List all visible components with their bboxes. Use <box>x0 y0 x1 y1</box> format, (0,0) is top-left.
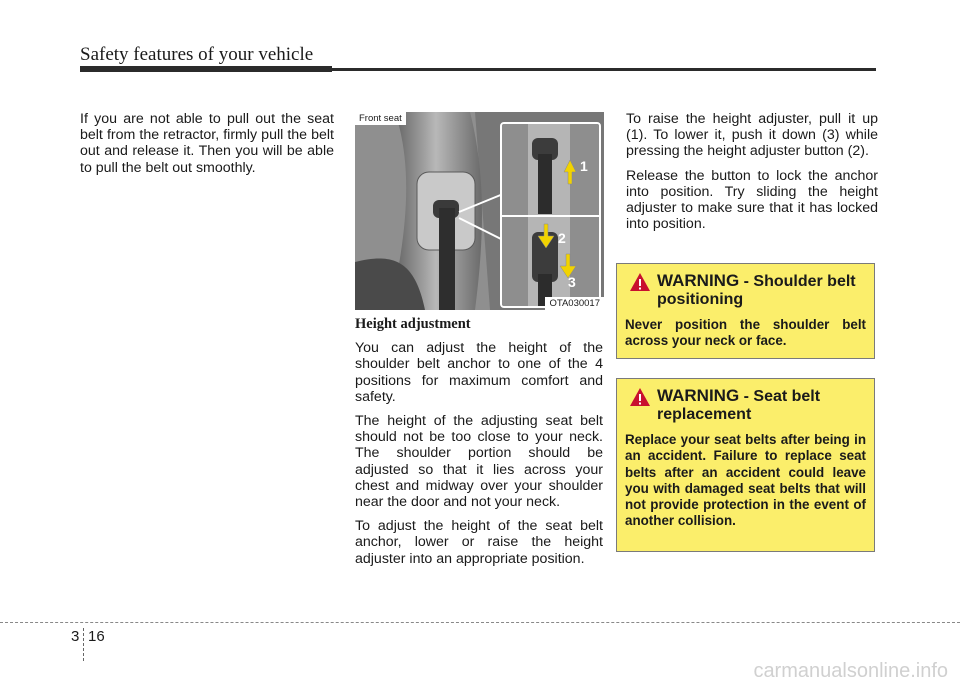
page-header-title: Safety features of your vehicle <box>80 44 314 65</box>
warning-heading <box>625 387 866 424</box>
detail-inset <box>500 122 601 308</box>
warning-title: - Seat belt replacement <box>657 388 821 423</box>
callout-2: 2 <box>558 230 566 246</box>
page-number: 16 <box>88 628 105 645</box>
warning-heading <box>625 272 866 309</box>
callout-1: 1 <box>580 158 588 174</box>
callout-3: 3 <box>568 274 576 290</box>
page-number-separator <box>83 628 84 661</box>
warning-body: Replace your seat belts after being in an accident. Failure to replace seat belts after an accident could leave you with damaged seat belts that will not provide protection in the event of another collision. <box>625 432 866 529</box>
seat-belt-figure <box>355 112 604 310</box>
figure-code: OTA030017 <box>545 297 604 310</box>
warning-box-shoulder-belt <box>616 263 875 359</box>
paragraph: To raise the height adjuster, pull it up (1). To lower it, push it down (3) while pressing the height adjuster button (2). <box>626 111 878 160</box>
warning-word: WARNING <box>657 386 740 405</box>
column-right <box>626 111 878 240</box>
warning-triangle-icon <box>629 272 651 292</box>
warning-box-seat-belt-replacement <box>616 378 875 552</box>
warning-body: Never position the shoulder belt across your neck or face. <box>625 317 866 349</box>
header-rule-accent <box>80 66 332 72</box>
section-heading: Height adjustment <box>355 316 471 332</box>
watermark: carmanualsonline.info <box>753 660 948 682</box>
chapter-number: 3 <box>71 628 80 645</box>
paragraph: You can adjust the height of the shoulder belt anchor to one of the 4 positions for maximum comfort and safety. <box>355 340 603 405</box>
column-middle <box>355 316 603 575</box>
warning-title: - Shoulder belt positioning <box>657 273 856 308</box>
paragraph: To adjust the height of the seat belt anchor, lower or raise the height adjuster into an appropriate position. <box>355 518 603 567</box>
height-adjuster-detail <box>502 124 599 306</box>
paragraph: Release the button to lock the anchor into position. Try sliding the height adjuster to make sure that it has locked into position. <box>626 167 878 233</box>
retractor-paragraph: If you are not able to pull out the seat belt from the retractor, firmly pull the belt out and release it. Then you will be able to pull the belt out smoothly. <box>80 111 334 176</box>
column-left <box>80 111 334 184</box>
warning-triangle-icon <box>629 387 651 407</box>
warning-word: WARNING <box>657 271 740 290</box>
figure-label: Front seat <box>355 112 406 125</box>
paragraph: The height of the adjusting seat belt should not be too close to your neck. The shoulder portion should be adjusted so that it lies across your chest and midway over your shoulder near the door and not your neck. <box>355 413 603 511</box>
footer-rule <box>0 622 960 623</box>
